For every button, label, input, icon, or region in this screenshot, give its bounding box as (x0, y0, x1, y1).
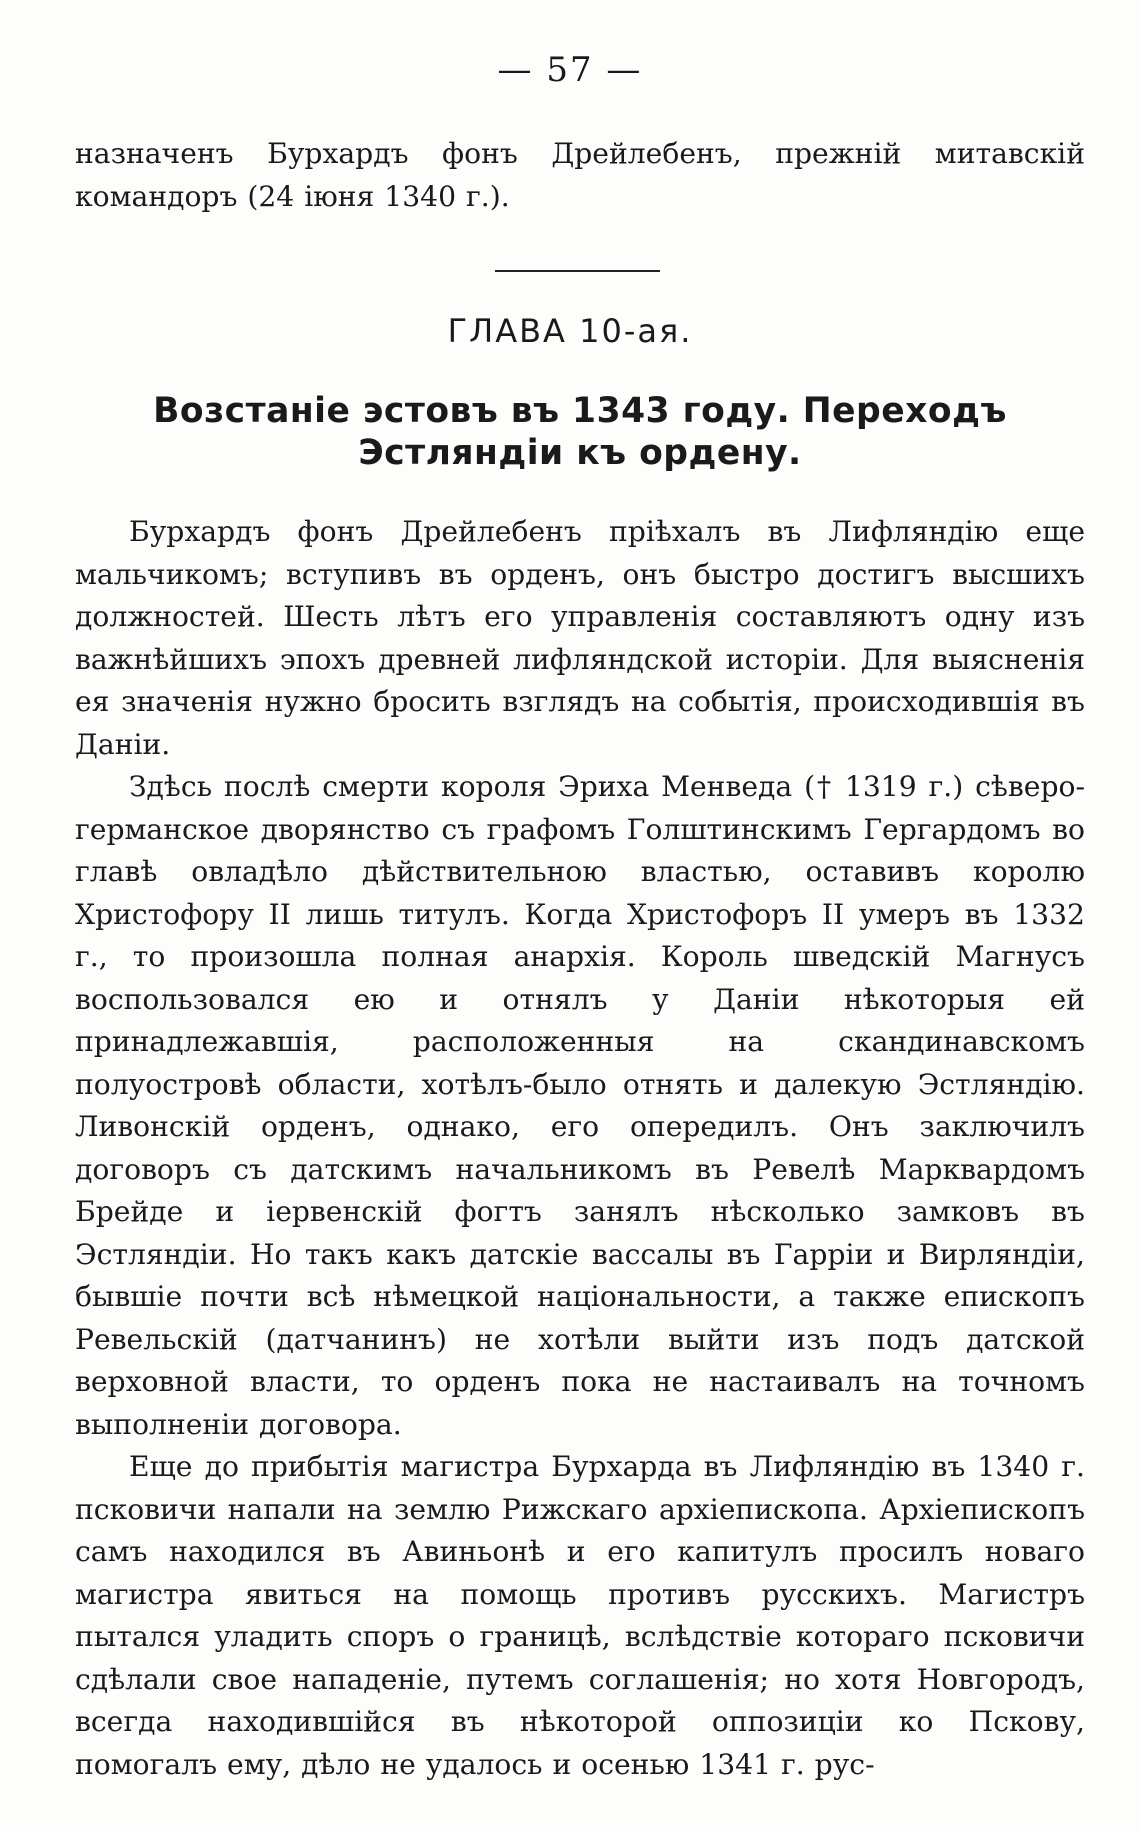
body-paragraph: Бурхардъ фонъ Дрейлебенъ пріѣхалъ въ Лифляндію еще мальчикомъ; вступивъ въ орденъ, онъ быстро достигъ высшихъ должностей. Шесть лѣтъ его управленія составляютъ одну изъ важнѣйшихъ эпохъ древней лифляндской исторіи. Для выясненія ея значенія нужно бросить взглядъ на событія, происходившія въ Даніи. (75, 515, 1085, 761)
chapter-title-line: Эстляндіи къ ордену. (358, 433, 802, 473)
body-paragraph: Здѣсь послѣ смерти короля Эриха Менведа († 1319 г.) сѣверо-германское дворянство съ графомъ Голштинскимъ Гергардомъ во главѣ овладѣло дѣйствительною властью, оставивъ королю Христофору II лишь титулъ. Когда Христофоръ II умеръ въ 1332 г., то произошла полная анархія. Король шведскій Магнусъ воспользовался ею и отнялъ у Даніи нѣкоторыя ей принадлежавшія, расположенныя на скандинавскомъ полуостровѣ области, хотѣлъ-было отнять и далекую Эстляндію. Ливонскій орденъ, однако, его опередилъ. Онъ заключилъ договоръ съ датскимъ начальникомъ въ Ревелѣ Марквардомъ Брейде и іервенскій фогтъ занялъ нѣсколько замковъ въ Эстляндіи. Но такъ какъ датскіе вассалы въ Гарріи и Вирляндіи, бывшіе почти всѣ нѣмецкой національности, а также епископъ Ревельскій (датчанинъ) не хотѣли выйти изъ подъ датской верховной власти, то орденъ пока не настаивалъ на точномъ выполненіи договора. (75, 770, 1085, 1441)
body-paragraph: Еще до прибытія магистра Бурхарда въ Лифляндію въ 1340 г. псковичи напали на землю Рижскаго архіепископа. Архіепископъ самъ находился въ Авиньонѣ и его капитулъ просилъ новаго магистра явиться на помощь противъ русскихъ. Магистръ пытался уладить споръ о границѣ, вслѣдствіе котораго псковичи сдѣлали свое нападеніе, путемъ соглашенія; но хотя Новгородъ, всегда находившійся въ нѣкоторой оппозиціи ко Пскову, помогалъ ему, дѣло не удалось и осенью 1341 г. рус- (75, 1450, 1085, 1781)
chapter-title (110, 390, 1050, 474)
chapter-title-line: Возстаніе эстовъ въ 1343 году. Переходъ (153, 391, 1007, 431)
chapter-heading: ГЛАВА 10-ая. (447, 312, 693, 350)
page-number: — 57 — (497, 50, 643, 90)
lead-text (75, 133, 1085, 218)
chapter-body (75, 511, 1085, 1786)
lead-paragraph: назначенъ Бурхардъ фонъ Дрейлебенъ, прежній митавскій командоръ (24 іюня 1340 г.). (75, 137, 1085, 213)
section-divider (495, 270, 660, 272)
